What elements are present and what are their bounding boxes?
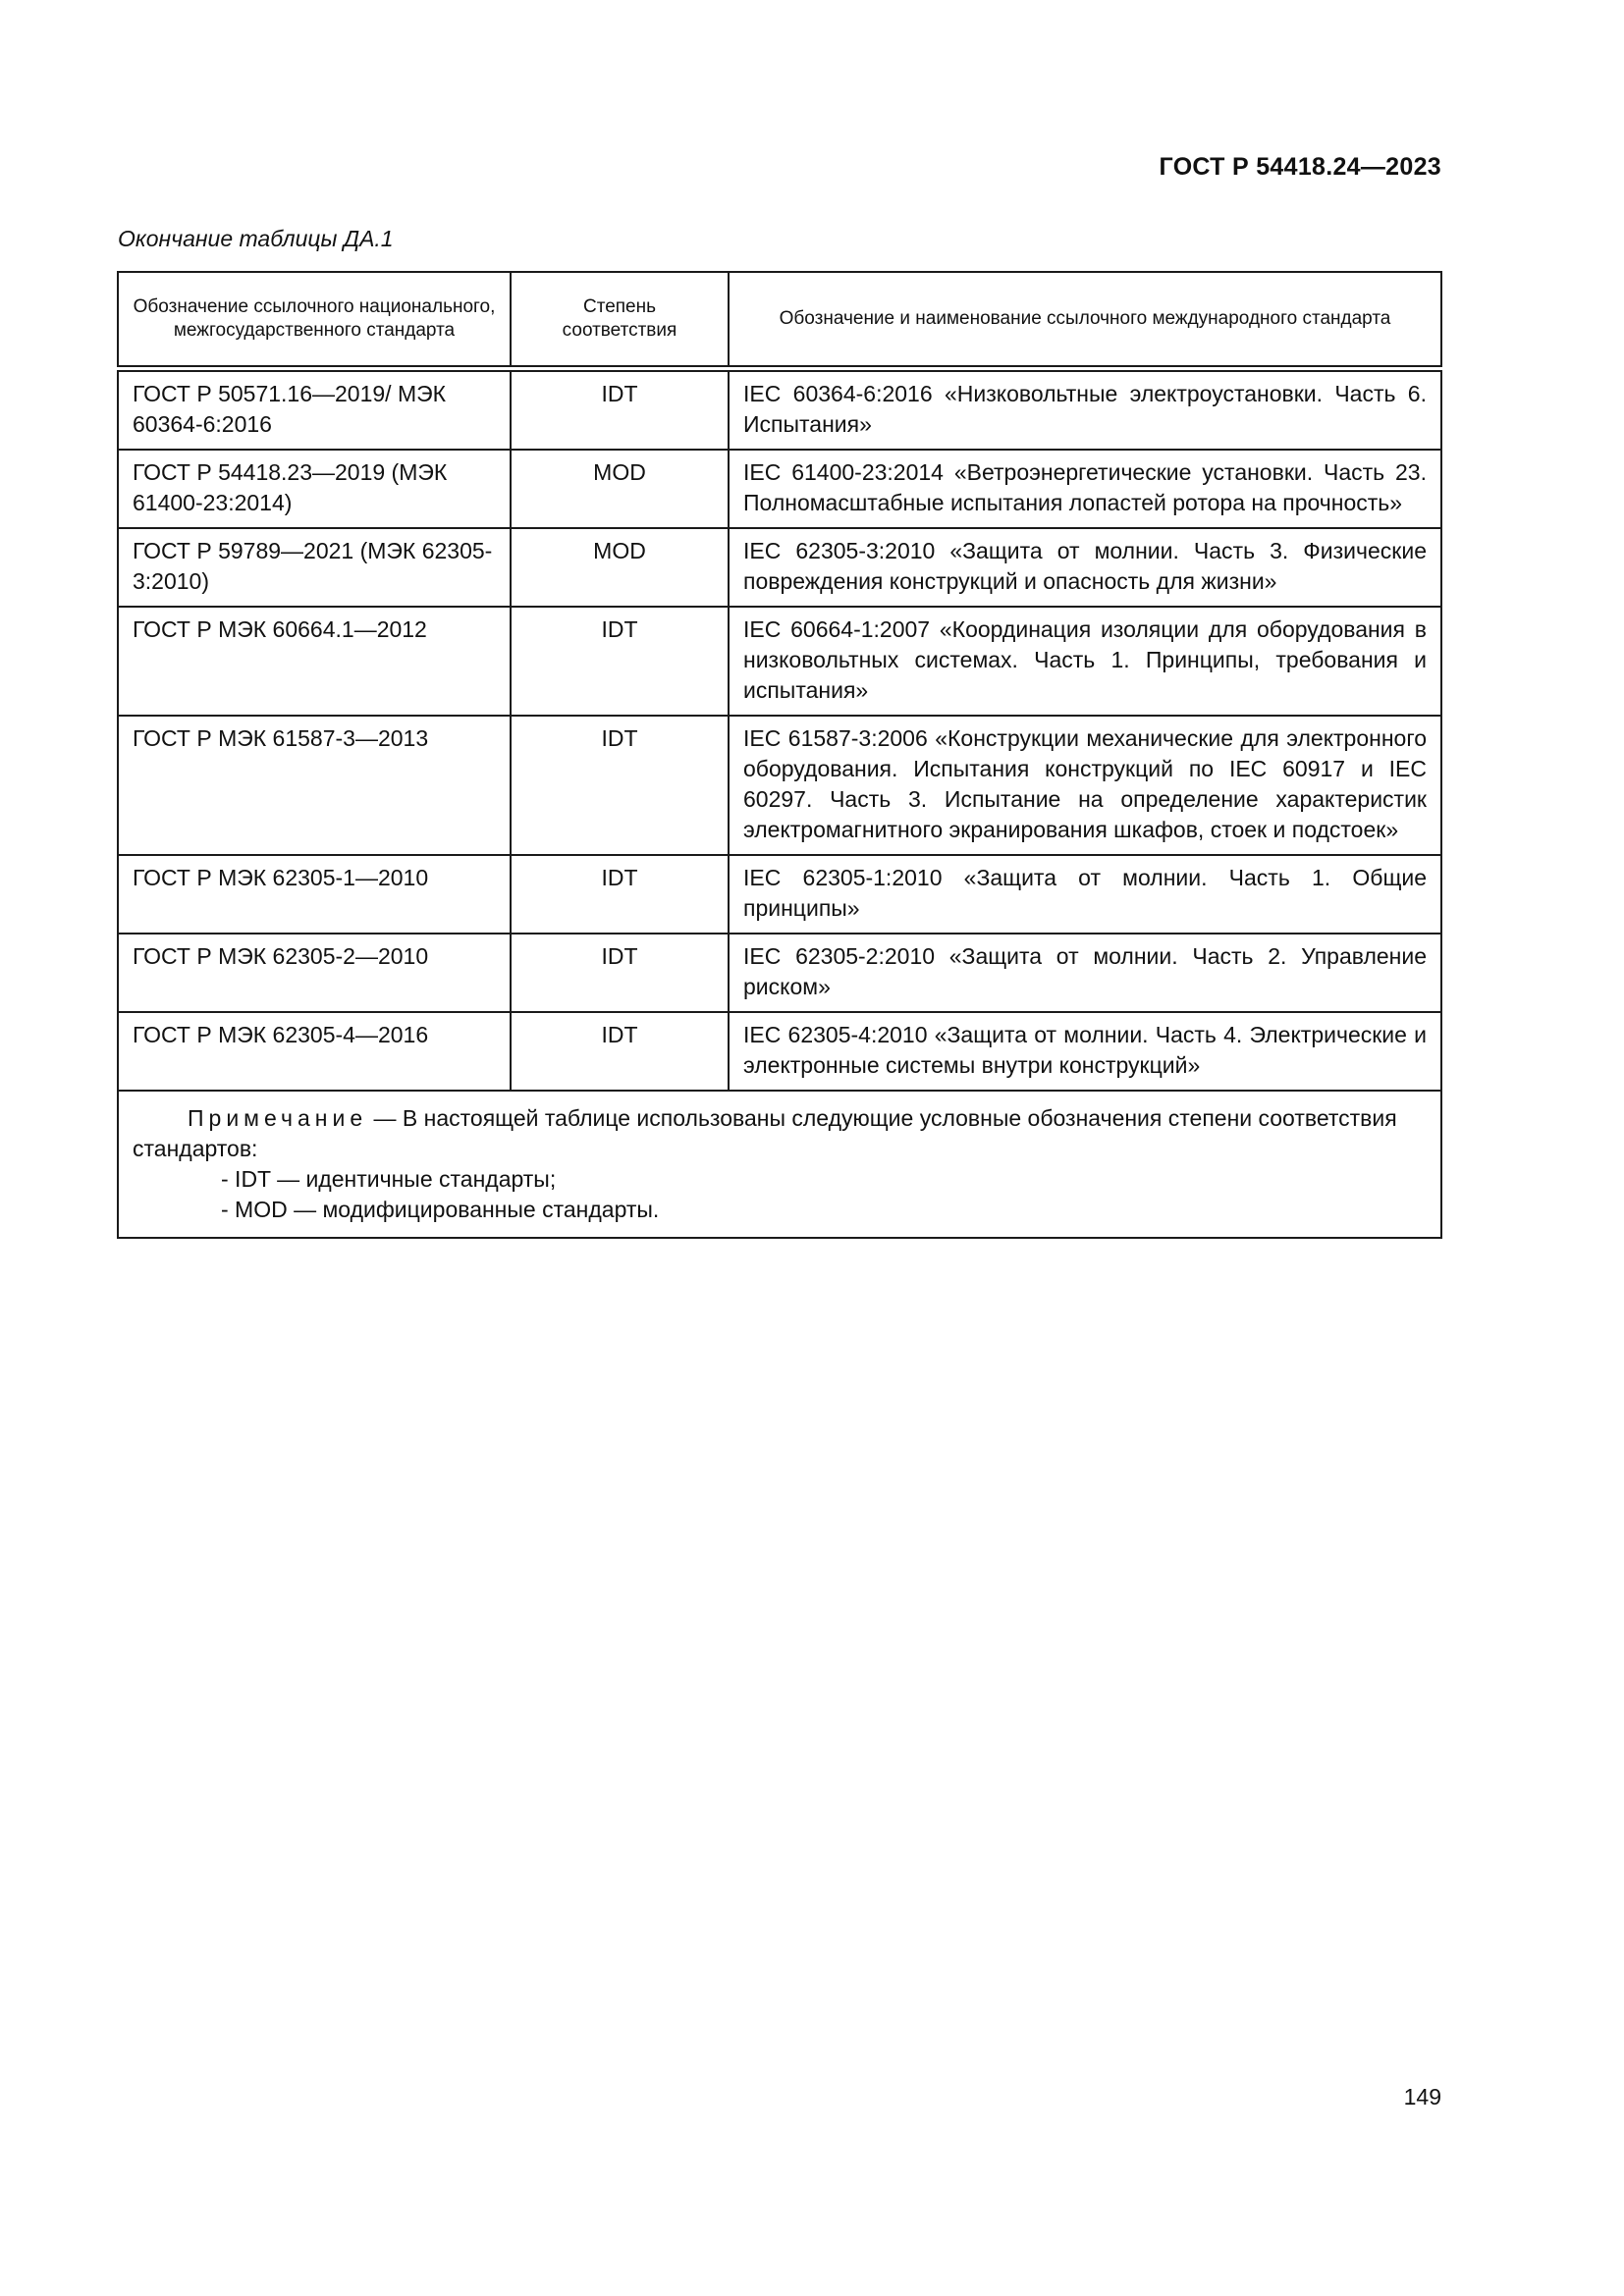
degree-cell: IDT — [511, 607, 729, 716]
national-standard-cell: ГОСТ Р 54418.23—2019 (МЭК 61400-23:2014) — [118, 450, 511, 528]
national-standard-cell: ГОСТ Р 59789—2021 (МЭК 62305-3:2010) — [118, 528, 511, 607]
table-row — [118, 716, 1441, 855]
national-standard-cell: ГОСТ Р МЭК 62305-2—2010 — [118, 934, 511, 1012]
note-item-mod: - MOD — модифицированные стандарты. — [221, 1197, 660, 1222]
international-standard-cell: IEC 60364-6:2016 «Низковольтные электроустановки. Часть 6. Испытания» — [729, 369, 1441, 451]
table-header-row — [118, 272, 1441, 369]
note-item-idt: - IDT — идентичные стандарты; — [221, 1166, 557, 1192]
degree-cell: IDT — [511, 855, 729, 934]
table-caption: Окончание таблицы ДА.1 — [118, 226, 394, 251]
standard-code-header: ГОСТ Р 54418.24—2023 — [1159, 153, 1441, 181]
degree-cell: IDT — [511, 934, 729, 1012]
table-row — [118, 528, 1441, 607]
international-standard-cell: IEC 62305-1:2010 «Защита от молнии. Часть 1. Общие принципы» — [729, 855, 1441, 934]
national-standard-cell: ГОСТ Р МЭК 62305-4—2016 — [118, 1012, 511, 1091]
international-standard-cell: IEC 62305-3:2010 «Защита от молнии. Часть 3. Физические повреждения конструкций и опасность для жизни» — [729, 528, 1441, 607]
national-standard-cell: ГОСТ Р МЭК 61587-3—2013 — [118, 716, 511, 855]
table-row — [118, 1012, 1441, 1091]
international-standard-cell: IEC 60664-1:2007 «Координация изоляции для оборудования в низковольтных системах. Часть 1. Принципы, требования и испытания» — [729, 607, 1441, 716]
table-row — [118, 855, 1441, 934]
degree-cell: IDT — [511, 369, 729, 451]
reference-standards-table — [117, 271, 1442, 1239]
degree-cell: IDT — [511, 1012, 729, 1091]
international-standard-cell: IEC 62305-4:2010 «Защита от молнии. Часть 4. Электрические и электронные системы внутри конструкций» — [729, 1012, 1441, 1091]
table-note — [118, 1091, 1441, 1238]
table-row — [118, 934, 1441, 1012]
column-header-international: Обозначение и наименование ссылочного международного стандарта — [729, 272, 1441, 369]
note-label: Примечание — [188, 1105, 368, 1131]
table-row — [118, 369, 1441, 451]
national-standard-cell: ГОСТ Р МЭК 60664.1—2012 — [118, 607, 511, 716]
national-standard-cell: ГОСТ Р МЭК 62305-1—2010 — [118, 855, 511, 934]
national-standard-cell: ГОСТ Р 50571.16—2019/ МЭК 60364-6:2016 — [118, 369, 511, 451]
international-standard-cell: IEC 61587-3:2006 «Конструкции механические для электронного оборудования. Испытания конструкций по IEC 60917 и IEC 60297. Часть 3. Испытание на определение характеристик электромагнитного экранирования шкафов, стоек и подстоек» — [729, 716, 1441, 855]
degree-cell: MOD — [511, 450, 729, 528]
column-header-national: Обозначение ссылочного национального, межгосударственного стандарта — [118, 272, 511, 369]
table-row — [118, 607, 1441, 716]
column-header-degree: Степень соответствия — [511, 272, 729, 369]
degree-cell: IDT — [511, 716, 729, 855]
international-standard-cell: IEC 62305-2:2010 «Защита от молнии. Часть 2. Управление риском» — [729, 934, 1441, 1012]
international-standard-cell: IEC 61400-23:2014 «Ветроэнергетические установки. Часть 23. Полномасштабные испытания лопастей ротора на прочность» — [729, 450, 1441, 528]
page-number: 149 — [1403, 2084, 1441, 2109]
table-row — [118, 450, 1441, 528]
note-text: — В настоящей таблице использованы следующие условные обозначения степени соответствия стандартов: — [133, 1105, 1397, 1161]
degree-cell: MOD — [511, 528, 729, 607]
table-note-row — [118, 1091, 1441, 1238]
